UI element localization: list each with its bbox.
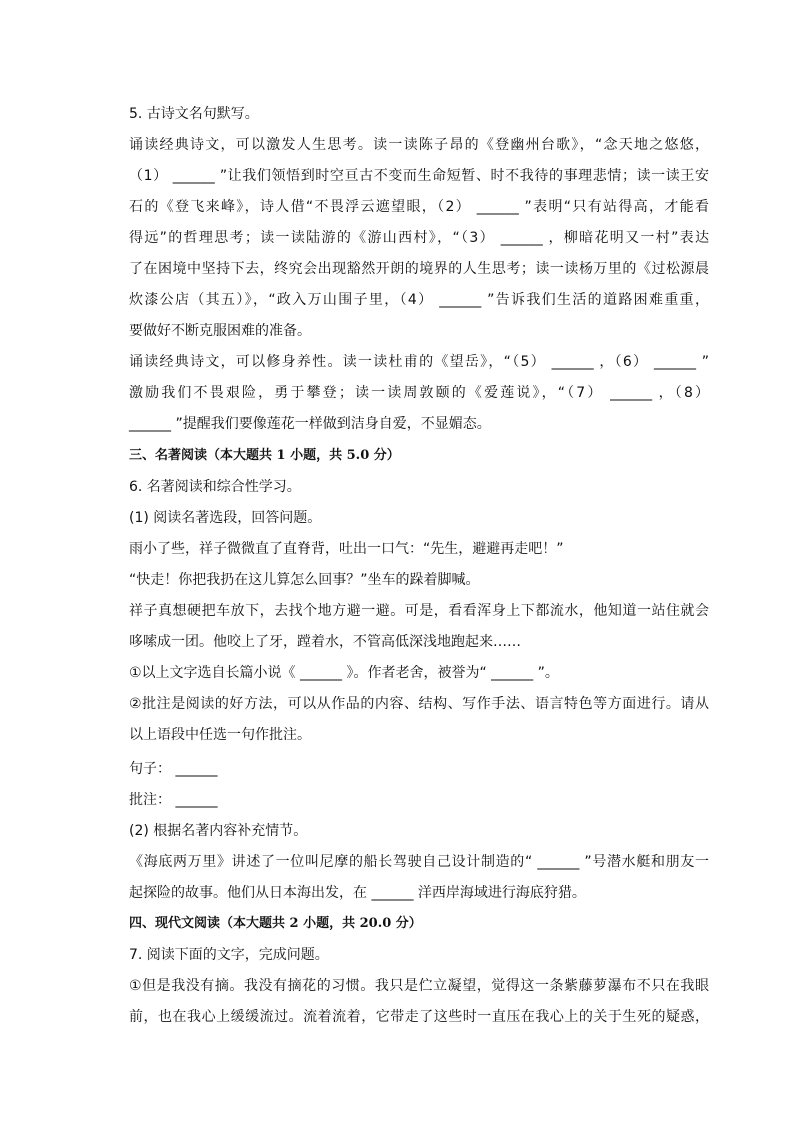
question-item-2: ②批注是阅读的好方法，可以从作品的内容、结构、写作手法、语言特色等方面进行。请从 (129, 696, 709, 712)
excerpt-line: “快走！你把我扔在这儿算怎么回事？”坐车的跺着脚喊。 (129, 572, 480, 588)
question-6-title: 6. 名著阅读和综合性学习。 (129, 479, 301, 495)
question-5-title: 5. 古诗文名句默写。 (129, 106, 259, 122)
note-answer: 批注： ______ (129, 792, 218, 808)
paragraph-line: 了在困境中坚持下去，终究会出现豁然开朗的境界的人生思考；读一读杨万里的《过松源晨 (129, 261, 709, 277)
subquestion-1-title: (1) 阅读名著选段，回答问题。 (129, 510, 322, 526)
paragraph-line: ①但是我没有摘。我没有摘花的习惯。我只是伫立凝望，觉得这一条紫藤萝瀑布不只在我眼 (129, 978, 709, 994)
paragraph-line: 诵读经典诗文，可以修身养性。读一读杜甫的《望岳》，“（5） ______ ，（6） ______ ” (129, 354, 709, 370)
paragraph-line: 起探险的故事。他们从日本海出发，在 ______ 洋西岸海域进行海底狩猎。 (129, 885, 586, 901)
paragraph-line: （1） ______ ”让我们领悟到时空亘古不变而生命短暂、时不我待的事理悲情；读一读王安 (129, 168, 709, 184)
sentence-answer: 句子： ______ (129, 761, 218, 777)
paragraph-line: 《海底两万里》讲述了一位叫尼摩的船长驾驶自己设计制造的“ ______ ”号潜水艇和朋友一 (129, 854, 709, 870)
paragraph-line: 要做好不断克服困难的准备。 (129, 323, 311, 339)
paragraph-line: 得远”的哲理思考；读一读陆游的《游山西村》，“（3） ______ ，柳暗花明又一村”表达 (129, 230, 709, 246)
paragraph-line: 炊漆公店（其五）》，“政入万山围子里，（4） ______ ”告诉我们生活的道路困难重重， (129, 292, 709, 308)
paragraph-line: 诵读经典诗文，可以激发人生思考。读一读陈子昂的《登幽州台歌》，“念天地之悠悠， (129, 137, 709, 153)
excerpt-line: 雨小了些，祥子微微直了直脊背，吐出一口气：“先生，避避再走吧！” (129, 541, 564, 557)
subquestion-2-title: (2) 根据名著内容补充情节。 (129, 823, 308, 839)
excerpt-line: 祥子真想硬把车放下，去找个地方避一避。可是，看看浑身上下都流水，他知道一站住就会 (129, 603, 709, 619)
excerpt-line: 哆嗦成一团。他咬上了牙，蹚着水，不管高低深浅地跑起来…… (129, 634, 521, 650)
paragraph-line: ______ ”提醒我们要像莲花一样做到洁身自爱，不显媚态。 (129, 416, 491, 432)
paragraph-line: 石的《登飞来峰》，诗人借“不畏浮云遮望眼，（2） ______ ”表明“只有站得高，才能看 (129, 199, 709, 215)
paragraph-line: 激励我们不畏艰险，勇于攀登；读一读周敦颐的《爱莲说》，“（7） ______ ，（8） (129, 385, 709, 401)
paragraph-line: 前，也在我心上缓缓流过。流着流着，它带走了这些时一直压在我心上的关于生死的疑惑， (129, 1009, 709, 1025)
question-item-2-cont: 以上语段中任选一句作批注。 (129, 727, 311, 743)
section-4-heading: 四、现代文阅读（本大题共 2 小题，共 20.0 分） (129, 916, 422, 931)
question-7-title: 7. 阅读下面的文字，完成问题。 (129, 947, 329, 963)
section-3-heading: 三、名著阅读（本大题共 1 小题，共 5.0 分） (129, 448, 400, 463)
question-item-1: ①以上文字选自长篇小说《 ______ 》。作者老舍，被誉为“ ______ ”。 (129, 665, 559, 681)
